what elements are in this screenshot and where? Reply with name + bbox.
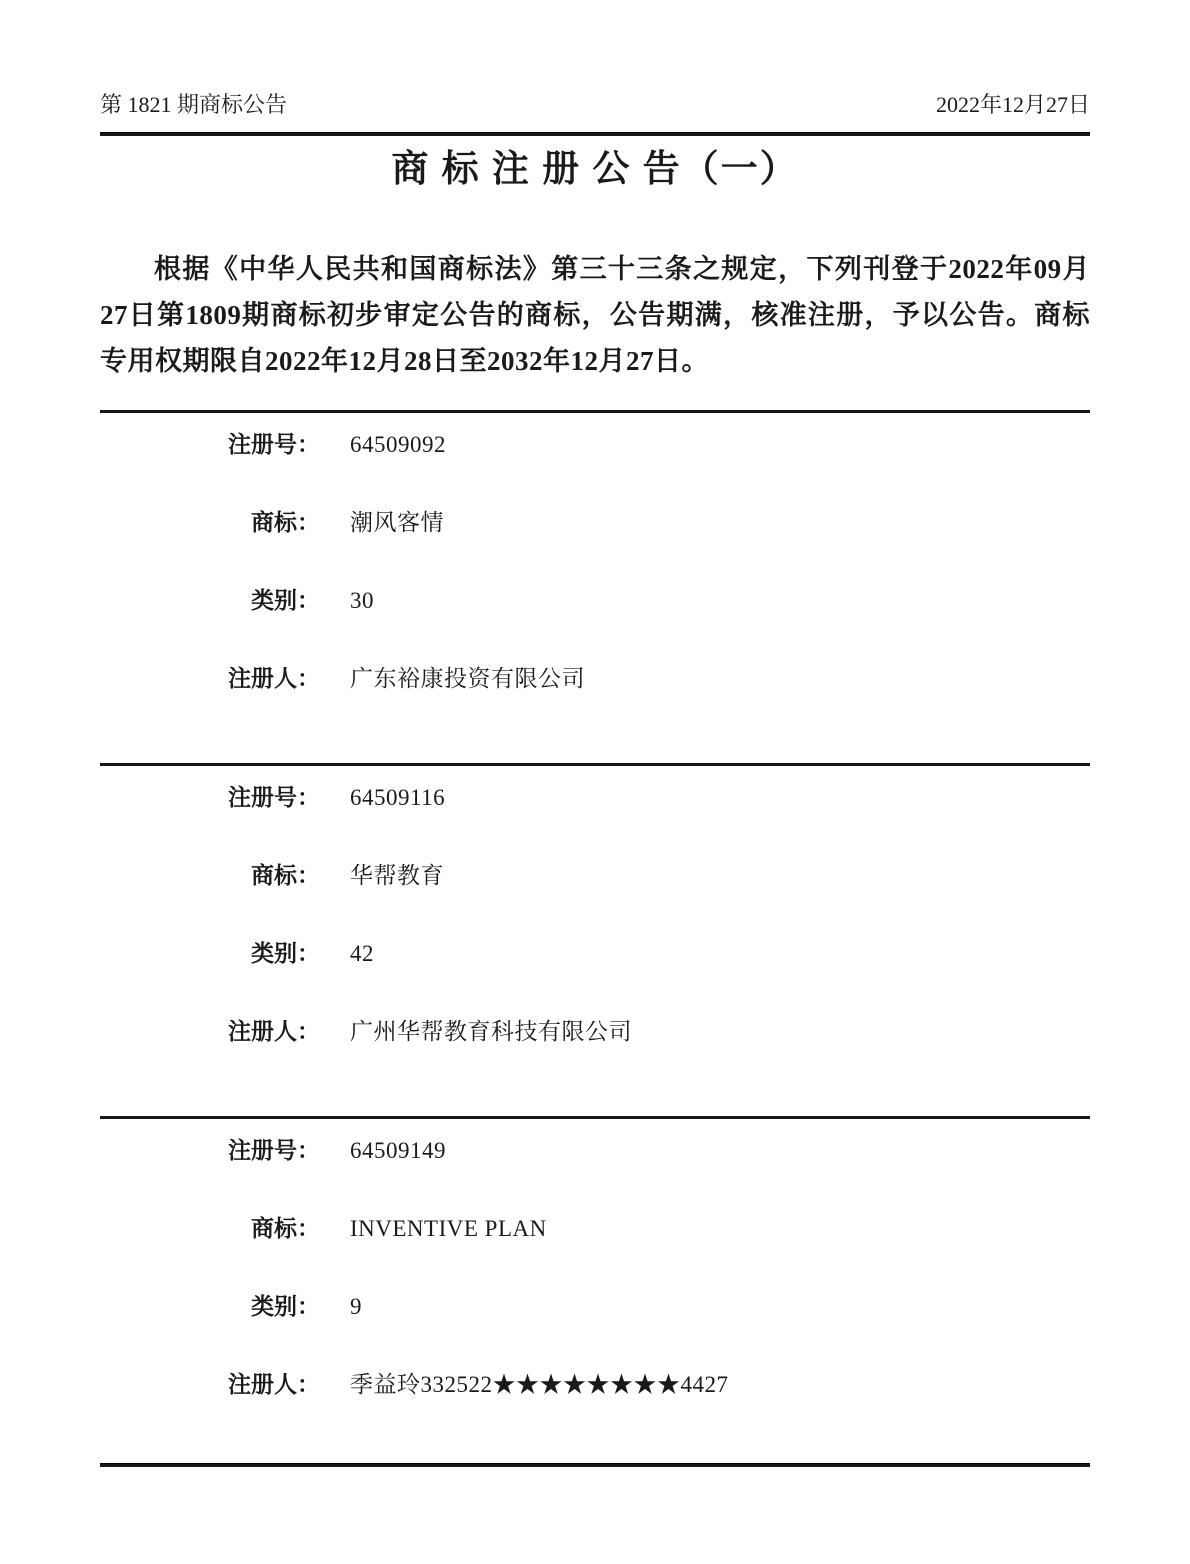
reg-no-label: 注册号： (228, 432, 320, 457)
mark-label: 商标： (251, 510, 320, 535)
entry-row-class (100, 586, 1090, 616)
trademark-entry (100, 1116, 1090, 1469)
page-header (100, 90, 1090, 120)
registrant-label: 注册人： (228, 1372, 320, 1397)
bottom-divider-line (100, 1463, 1090, 1467)
entry-row-reg-no (100, 1136, 1090, 1166)
mark-value: 潮风客情 (350, 510, 444, 535)
header-divider-line (100, 132, 1090, 136)
class-label: 类别： (251, 588, 320, 613)
entry-row-registrant (100, 664, 1090, 694)
reg-no-value: 64509149 (350, 1138, 446, 1163)
entry-row-mark (100, 1214, 1090, 1244)
page-title: 商 标 注 册 公 告（一） (391, 149, 799, 190)
entry-row-mark (100, 861, 1090, 891)
trademark-entries (100, 410, 1090, 1467)
trademark-entry (100, 763, 1090, 1116)
registrant-value: 季益玲332522★★★★★★★★4427 (350, 1372, 729, 1397)
class-value: 9 (350, 1294, 362, 1319)
class-value: 30 (350, 588, 374, 613)
entry-row-reg-no (100, 430, 1090, 460)
entry-row-registrant (100, 1370, 1090, 1400)
publication-date: 2022年12月27日 (935, 92, 1090, 117)
reg-no-label: 注册号： (228, 785, 320, 810)
registrant-label: 注册人： (228, 1019, 320, 1044)
entry-row-class (100, 939, 1090, 969)
gazette-issue-number: 第 1821 期商标公告 (100, 92, 288, 117)
registrant-value: 广东裕康投资有限公司 (350, 666, 585, 691)
class-label: 类别： (251, 1294, 320, 1319)
entry-row-registrant (100, 1017, 1090, 1047)
entry-row-reg-no (100, 783, 1090, 813)
class-value: 42 (350, 941, 374, 966)
reg-no-label: 注册号： (228, 1138, 320, 1163)
mark-value: 华帮教育 (350, 863, 444, 888)
mark-value: INVENTIVE PLAN (350, 1216, 547, 1241)
registrant-value: 广州华帮教育科技有限公司 (350, 1019, 632, 1044)
entry-row-class (100, 1292, 1090, 1322)
registrant-label: 注册人： (228, 666, 320, 691)
reg-no-value: 64509092 (350, 432, 446, 457)
trademark-entry (100, 410, 1090, 763)
entry-row-mark (100, 508, 1090, 538)
mark-label: 商标： (251, 863, 320, 888)
reg-no-value: 64509116 (350, 785, 446, 810)
intro-paragraph: 根据《中华人民共和国商标法》第三十三条之规定，下列刊登于2022年09月27日第1809期商标初步审定公告的商标，公告期满，核准注册，予以公告。商标专用权期限自2022年12月28日至2032年12月27日。 (100, 254, 1090, 376)
mark-label: 商标： (251, 1216, 320, 1241)
class-label: 类别： (251, 941, 320, 966)
